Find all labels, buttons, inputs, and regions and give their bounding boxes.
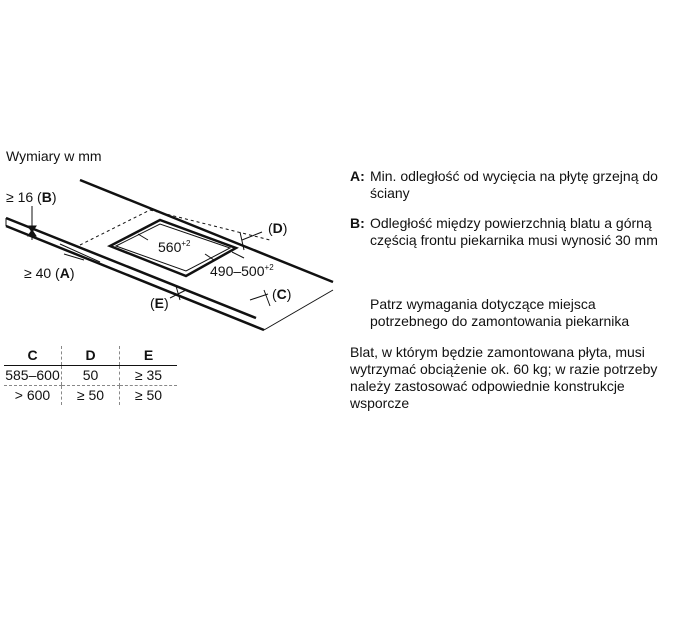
table-row (4, 366, 177, 386)
width-label: $560^{+2}$ (158, 239, 191, 255)
note-A-text: Min. odległość od wycięcia na płytę grzejną do ściany (370, 168, 658, 201)
dimension-B-label: ≥ 16 (B) (6, 189, 57, 205)
note-B-key: B: (350, 215, 365, 231)
depth-label: $490-500^{+2}$ (210, 263, 274, 279)
table-cell: ≥ 50 (62, 386, 120, 406)
dimension-E-label: (E) (150, 295, 169, 311)
dimension-D-label: (D) (268, 220, 288, 236)
installation-diagram (0, 160, 345, 340)
note-countertop-load: Blat, w którym będzie zamontowana płyta, musi wytrzymać obciążenie ok. 60 kg; w razie potrzeby należy zastosować odpowiednie konstrukcje wsporcze (350, 344, 658, 411)
table-cell: ≥ 50 (134, 387, 163, 403)
dimension-B-lines (28, 206, 36, 240)
depth-tick (232, 252, 244, 258)
dimension-D-lines (240, 232, 262, 250)
header-D: D (62, 346, 120, 366)
note-A (350, 168, 660, 202)
table-cell: > 600 (14, 387, 51, 403)
table-cell: 50 (62, 366, 120, 386)
note-B (350, 215, 660, 249)
header-C: C (4, 346, 62, 366)
header-E: E (120, 346, 178, 366)
note-B-text: Odległość między powierzchnią blatu a górną częścią frontu piekarnika musi wynosić 30 mm (370, 215, 658, 248)
note-A-key: A: (350, 168, 365, 184)
dimension-C-lines (250, 290, 270, 306)
table-cell: ≥ 35 (120, 366, 178, 386)
dimensions-title: Wymiary w mm (6, 148, 102, 164)
table-row (4, 386, 177, 406)
table-header-row (4, 346, 177, 366)
note-requirements: Patrz wymagania dotyczące miejsca potrzebnego do zamontowania piekarnika (370, 296, 630, 329)
dimension-C-label: (C) (272, 286, 292, 302)
dimension-A-label: ≥ 40 (A) (24, 265, 75, 281)
table-cell: 585–600 (4, 366, 62, 386)
spec-table (4, 346, 177, 405)
